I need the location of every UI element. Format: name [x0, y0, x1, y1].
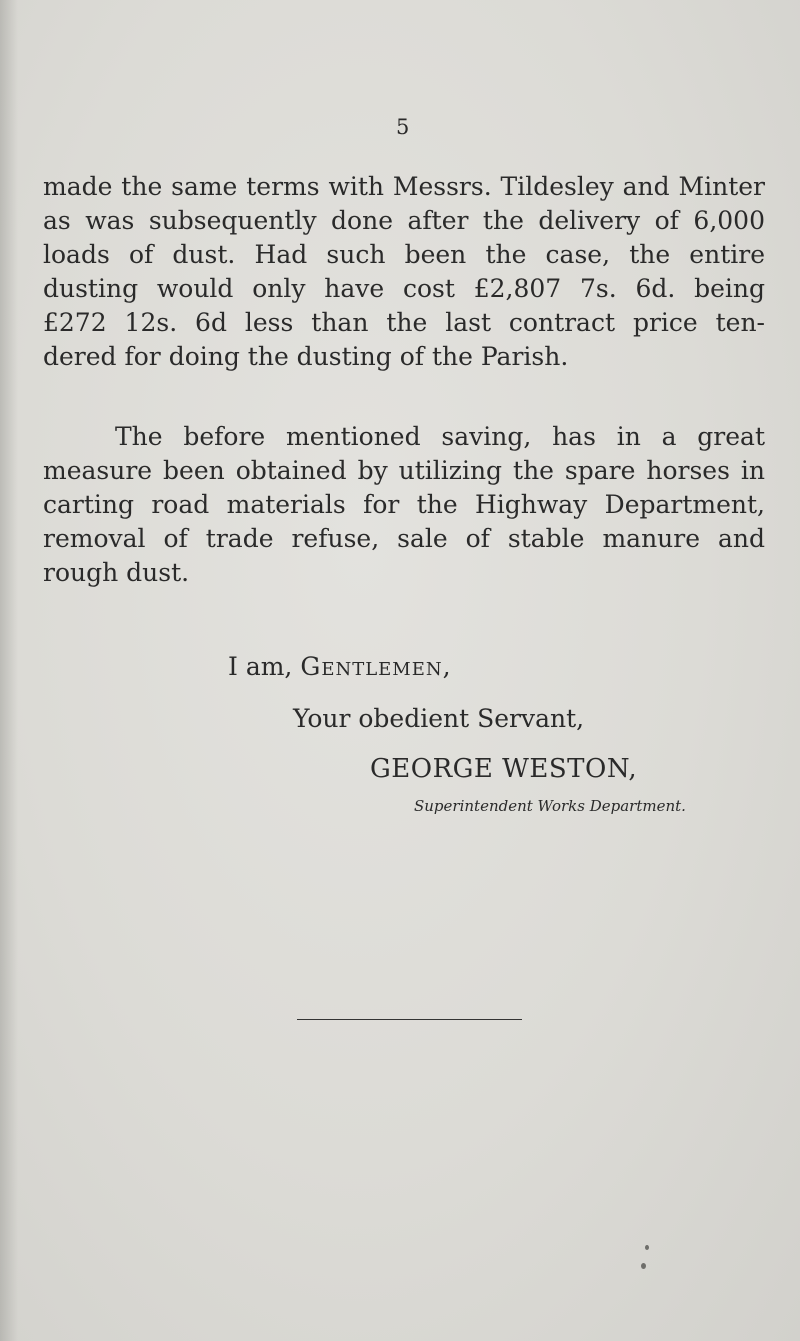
paragraph-2 — [43, 420, 765, 590]
paragraph-2-line: The before mentioned saving, has in a great — [115, 422, 765, 451]
paragraph-1-line: loads of dust. Had such been the case, the entire — [43, 240, 765, 269]
paragraph-2-line: carting road materials for the Highway Department, — [43, 490, 765, 519]
paper-speck — [645, 1245, 649, 1250]
paragraph-1-line: made the same terms with Messrs. Tildesley and Minter — [43, 172, 765, 201]
page-number: 5 — [396, 115, 410, 139]
paragraph-1-line: £272 12s. 6d less than the last contract price ten- — [43, 308, 765, 337]
paragraph-1-line: dusting would only have cost £2,807 7s. 6d. being — [43, 274, 765, 303]
salutation-prefix: I am, — [228, 652, 293, 681]
servant-line: Your obedient Servant, — [293, 704, 585, 733]
paragraph-1 — [43, 170, 765, 374]
signature-name: GEORGE WESTON, — [370, 754, 638, 784]
paragraph-1-line: dered for doing the dusting of the Parish. — [43, 342, 569, 371]
closing-divider — [297, 1019, 522, 1020]
paragraph-2-line: measure been obtained by utilizing the spare horses in — [43, 456, 765, 485]
paper-speck — [641, 1263, 646, 1269]
page-edge-shadow — [0, 0, 18, 1341]
closing-salutation — [228, 650, 452, 684]
paragraph-2-line: rough dust. — [43, 558, 190, 587]
salutation-name: Gentlemen, — [300, 652, 452, 681]
signature-title: Superintendent Works Department. — [414, 797, 686, 815]
paragraph-2-line: removal of trade refuse, sale of stable manure and — [43, 524, 765, 553]
paragraph-1-line: as was subsequently done after the delivery of 6,000 — [43, 206, 765, 235]
